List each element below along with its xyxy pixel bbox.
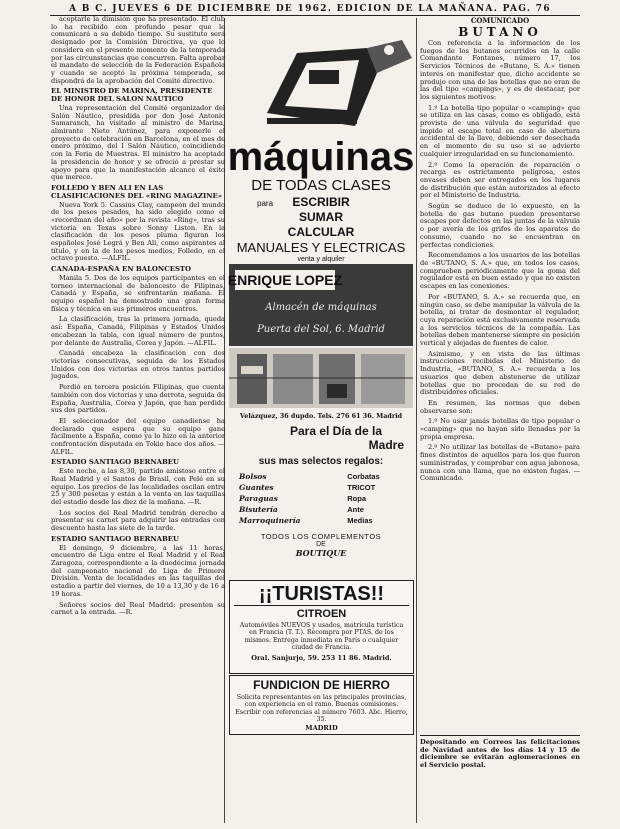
ad-sub1: DE TODAS CLASES [251,177,391,194]
article-paragraph: 1.º La botella tipo popular o «camping» que se utiliza en las casas, como es obligado, está provista de una válvula de seguridad que impide el escape total en caso de abertura accidental de la llave, debiendo ser desechada en el momento de su uso si se advierte cualquier irregularidad en su funcionamiento. [420,103,580,158]
gift-list [236,471,406,526]
fundicion-body: Solicita representantes en las principales provincias, con experiencia en el ramo. Buenas comisiones. Escribir con referencias al número 7603. Abc. Hierro, 35. [235,694,408,723]
gift-item-left: Marroquinería [239,516,301,525]
regalos-ad [228,424,414,574]
gift-item-right: Ante [347,505,364,514]
article-paragraph: En resumen, las normas que deben observarse son: [420,398,580,415]
gift-row [236,482,406,493]
gift-item-right: Corbatas [347,472,380,481]
gift-item-left: Bisutería [239,505,278,514]
postal-notice [420,735,580,769]
fundicion-ad [229,675,414,735]
article-paragraph: Nueva York 5. Cassius Clay, campeón del mundo de los pesos pesados, ha sido elegido como el «recordman del año» por la revista «Ring», tras su victoria en Texas sobre Sonny Liston. En la clasificación de los pesos pluma figuran los españoles José Legrá y Ben Ali, como aspirantes al título, y en la de los pesos medios, Folledo, en el octavo puesto. —ALFIL. [51,200,225,263]
article-paragraph: Los socios del Real Madrid tendrán derecho a presentar su carnet para adquirir las entradas con descuento hasta las siete de la tarde. [51,508,225,533]
gift-row [236,504,406,515]
gift-item-right: Medias [347,516,373,525]
postal-notice-text: Depositando en Correos las felicitaciones de Navidad antes de los días 14 y 15 de diciembre se evitarán aglomeraciones en el Servicio postal. [420,738,580,769]
right-news-column [420,40,580,730]
regalos-line3: sus mas selectos regalos: [258,456,384,467]
regalos-footer3: BOUTIQUE [295,548,347,558]
turistas-brand: CITROEN [296,608,347,620]
fundicion-footer: MADRID [305,724,338,733]
article-paragraph: Con referencia a la información de los fuegos de los butanos ocurridos en la calle Comandante Fontanes, número 17, los Servicios Técnicos de «Butano, S. A.» tienen interés en manifestar que, dicho accidente se produjo con una de las botellas que no eran de las del tipo «campings», y es de destacar, por los siguientes motivos: [420,40,580,101]
section-title: BUTANO [458,25,542,39]
article-paragraph: 2.º Como la operación de reparación o recarga es estrictamente peligrosa, estos envases deben ser entregados en los lugares de distribución que están autorizados al efecto por el Ministerio de Industria. [420,160,580,200]
turistas-title: ¡¡TURISTAS!! [234,583,409,606]
article-paragraph: Una representación del Comité organizador del Salón Náutico, presidida por don José Antonio Samaranch, ha visitado al ministro de Marina, almirante Nieto Antúnez, para exponerle el proyecto de celebración en Barcelona, en el mes de enero próximo, del I Salón Náutico, coincidiendo con la Feria de Muestras. El ministro ha aceptado la presidencia de honor y se ofreció a prestar su apoyo para que la manifestación alcance el éxito que merece. [51,103,225,182]
article-paragraph: Este noche, a las 8,30, partido amistoso entre el Real Madrid y el Santos de Brasil, con Pelé en su equipo. Los precios de las localidades oscilan entre 25 y 300 pesetas y están a la venta en las taquillas del estadio desde las diez de la mañana. —R. [51,467,225,507]
regalos-footer1: TODOS LOS COMPLEMENTOS [260,532,382,541]
ad-sub2: MANUALES Y ELECTRICAS [236,240,406,255]
article-paragraph: El seleccionador del equipo canadiense ha declarado que espera que su equipo gane fácilmente a España, como ya lo hizo en la anterior confrontación disputada en Tokio hace dos años. —ALFIL. [51,416,225,456]
turistas-body: Automóviles NUEVOS y usados, matrícula turística en Francia (T. T.). Recompra por PTAS. de los mismos. Entrega inmediata en París o cualquier ciudad de Francia. [239,622,404,651]
article-heading: FOLLEDO Y BEN ALI EN LAS CLASIFICACIONES DEL «RING MAGAZINE» [51,183,223,200]
turistas-footer: Oral. Sanjurjo, 59. 253 11 86. Madrid. [251,654,392,663]
article-heading: ESTADIO SANTIAGO BERNABEU [51,534,180,543]
ad-sub3: venta y alquiler [297,256,345,263]
gift-row [236,493,406,504]
ad-headline: máquinas [227,135,415,179]
gift-item-right: Ropa [347,494,366,503]
ad-kind-2: SUMAR [299,210,343,224]
left-news-column [51,16,225,821]
regalos-line1: Para el Día de la [289,424,383,438]
section-kicker: COMUNICADO [470,16,530,25]
ad-kind-1: ESCRIBIR [292,195,350,209]
article-paragraph: La clasificación, tras la primera jornada, queda así: España, Canadá, Filipinas y Estados Unidos encabezan la tabla, con igual número de puntos, por delante de Australia, Corea y Japón. —ALFIL. [51,315,225,347]
article-paragraph: Canadá encabeza la clasificación con dos victorias consecutivas, seguida de los Estados Unidos con dos victorias en otros tantos partidos jugados. [51,349,225,381]
gift-item-left: Paraguas [239,494,278,503]
article-paragraph: El domingo, 9 diciembre, a las 11 horas, encuentro de Liga entre el Real Madrid y el Real Zaragoza, correspondiente a la duodécima jornada del campeonato nacional de Liga de Primera División. Venta de localidades en las taquillas del estadio a partir del viernes, de 10 a 13,30 y de 16 a 19 horas. [51,543,225,598]
ad-kind-3: CALCULAR [287,225,355,239]
gift-row [236,471,406,482]
article-paragraph: Manila 5. Dos de los equipos participantes en el torneo internacional de baloncesto de Filipinas, Canadá y España, se enfrentarán mañana. El equipo español ha demostrado una gran forma física y técnica en sus primeros encuentros. [51,273,225,313]
gift-item-left: Guantes [239,483,274,492]
ad-para: para [257,199,274,208]
ad-brand-sub2: Puerta del Sol, 6. Madrid [257,324,385,335]
article-paragraph: 2.º No utilizar las botellas de «Butano» para fines distintos de aquellos para los que fueron suministradas, y comprobar con agua jabonosa, nunca con una llama, que no existen fugas. —Comunicado. [420,443,580,483]
article-paragraph: Señores socios del Real Madrid: presenten su carnet a la entrada. —R. [51,600,225,617]
regalos-line2: Madre [368,438,404,452]
fundicion-title: FUNDICION DE HIERRO [253,678,390,692]
regalos-footer2: DE [316,541,326,548]
shopfront-photo [229,348,413,408]
article-heading: CANADA-ESPAÑA EN BALONCESTO [51,265,192,274]
article-paragraph: Asimismo, y en vista de las últimas instrucciones recibidas del Ministerio de Industria, «BUTANO, S. A.» recuerda a los usuarios que deben abstenerse de utilizar botellas que no procedan de su red de distribuidores oficiales. [420,349,580,397]
gift-item-left: Bolsos [239,472,267,481]
article-paragraph: Perdió en tercera posición Filipinas, que cuenta también con dos victorias y una derrota, seguida de España, Australia, Corea y Japón, que han perdido sus dos partidos. [51,383,225,415]
article-heading: EL MINISTRO DE MARINA, PRESIDENTE DE HONOR DEL SALON NAUTICO [51,87,213,104]
gift-item-right: TRICOT [347,483,376,492]
gift-row [236,515,406,526]
ad-brand: ENRIQUE LOPEZ [227,272,343,288]
maquinas-ad-art [227,18,415,422]
ad-address: Velázquez, 36 dupdo. Tels. 276 61 36. Madrid [239,412,403,420]
turistas-ad [229,580,414,674]
article-paragraph: Recomendamos a los usuarios de las botellas de «BUTANO, S. A.» que, en todos los casos, comprueben periódicamente que la goma del regulador está en buen estado y que no existen escapes en las conexiones. [420,251,580,291]
ad-brand-sub: Almacén de máquinas [265,302,377,313]
typewriter-icon [267,40,412,126]
page-header: A B C. JUEVES 6 DE DICIEMBRE DE 1962. EDICION DE LA MAÑANA. PAG. 76 [69,4,551,14]
article-heading: ESTADIO SANTIAGO BERNABEU [51,458,180,467]
article-paragraph: aceptarle la dimisión que ha presentado. El club lo ha recibido con profundo pesar que le comunicará a su debido tiempo. Su sustituto será designado por la Comisión Directiva, ya que lo considera en el presente momento de la temporada por las circunstancias que concurren. Falta aprobar el mandato de selección de la Federación Española y cuando se aceptó la próxima temporada, se dispondrá de la aprobación del Comité directivo. [51,16,225,85]
maquinas-ad [227,18,415,422]
column-divider-right [416,18,417,823]
article-paragraph: Según se deduce de lo expuesto, en la botella de gas butano pueden presentarse escapes por defectos en las juntas de la válvula o por avería de los grifos de los aparatos de consumo, cuando no se encuentran en perfectas condiciones. [420,202,580,249]
article-paragraph: 1.º No usar jamás botellas de tipo popular o «camping» que no hayan sido llenadas por la propia empresa. [420,417,580,441]
article-paragraph: Por «BUTANO, S. A.» se recuerda que, en ningún caso, se debe manipular la válvula de la botella, ni tratar de desmontar el regulador, cuya reparación está exclusivamente reservada a los servicios técnicos de la compañía. Las botellas deben mantenerse siempre en posición vertical y alejadas de fuentes de calor. [420,292,580,348]
